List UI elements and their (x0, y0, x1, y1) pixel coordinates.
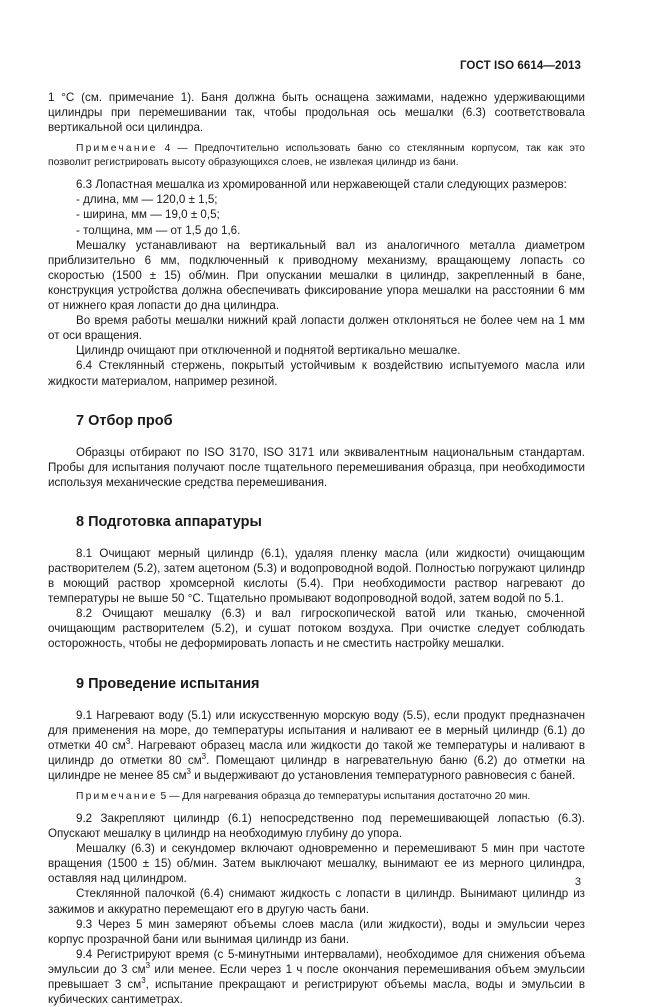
superscript: 3 (125, 736, 131, 746)
list-item: - длина, мм — 120,0 ± 1,5; (76, 193, 218, 207)
paragraph: Во время работы мешалки нижний край лопасти должен отклоняться не более чем на 1 мм от оси вращения. (48, 314, 585, 343)
clause-6-3: 6.3 Лопастная мешалка из хромированной или нержавеющей стали следующих размеров: (76, 178, 567, 192)
paragraph: Мешалку устанавливают на вертикальный вал из аналогичного металла диаметром приблизительно 6 мм, подключенный к приводному механизму, вращающему лопасть со скоростью (1500 ± 15) об/мин. При опускании мешалки в цилиндр, закрепленный в бане, конструкция устройства должна обеспечивать фиксирование упора мешалки на расстоянии 6 мм от нижнего края лопасти до дна цилиндра. (48, 238, 585, 313)
note-text: 5 — Для нагревания образца до температуры испытания достаточно 20 мин. (160, 791, 531, 802)
text-run: 9.4 Регистрируют время (с 5-минутными интервалами), необходимое для снижения объема эмульсии до 3 см (48, 947, 585, 976)
note-label: Примечание (76, 143, 158, 155)
clause-8-1: 8.1 Очищают мерный цилиндр (6.1), удаляя пленку масла (или жидкости) очищающим растворителем (5.2), затем ацетоном (5.3) и водопроводной водой. Полностью погружают цилиндр в моющий раствор хромсерной кислоты (5.4). При необходимости раствор нагревают до температуры не выше 50 °С. Тщательно промывают водопроводной водой, затем водой по 5.1. (48, 546, 585, 606)
list-item: - ширина, мм — 19,0 ± 0,5; (76, 208, 220, 222)
section-7-title: 7 Отбор проб (76, 412, 173, 429)
note-label: Примечание (76, 791, 158, 802)
page-number: 3 (574, 876, 581, 888)
note-5 (48, 790, 585, 804)
paragraph: Мешалку (6.3) и секундомер включают одновременно и перемешивают 5 мин при частоте вращения (1500 ± 15) об/мин. Затем выключают мешалку, вынимают ее из мерного цилиндра, оставляя над цилиндром. (48, 842, 585, 886)
clause-8-2: 8.2 Очищают мешалку (6.3) и вал гигроскопической ватой или тканью, смоченной очищающим растворителем (5.2), и сушат потоком воздуха. При очистке следует соблюдать осторожность, чтобы не деформировать лопасть и не сместить настройку мешалки. (48, 607, 585, 651)
clause-9-4 (48, 947, 585, 1007)
section-9-title: 9 Проведение испытания (76, 675, 260, 692)
clause-9-2: 9.2 Закрепляют цилиндр (6.1) непосредственно под перемешивающей лопастью (6.3). Опускают мешалку в цилиндр на необходимую глубину до упора. (48, 812, 585, 841)
document-header: ГОСТ ISO 6614—2013 (459, 60, 581, 72)
text-run: 9.1 Нагревают воду (5.1) или искусственную морскую воду (5.5), если продукт предназначен для применения на море, до температуры испытания и наливают ее в мерный цилиндр (6.1) до отметки 40 см (48, 708, 585, 752)
paragraph: Цилиндр очищают при отключенной и поднятой вертикально мешалке. (76, 344, 461, 358)
text-run: и выдерживают до установления температурного равновесия с баней. (191, 768, 576, 782)
superscript: 3 (141, 976, 146, 986)
paragraph: Стеклянной палочкой (6.4) снимают жидкость с лопасти в цилиндр. Вынимают цилиндр из зажимов и аккуратно перемещают его в другую часть бани. (48, 887, 585, 916)
clause-9-3: 9.3 Через 5 мин замеряют объемы слоев масла (или жидкости), воды и эмульсии через корпус прозрачной бани или вынимая цилиндр из бани. (48, 917, 585, 946)
text-run: . Нагревают образец масла или жидкости до такой же температуры и наливают в цилиндр до отметки 80 см (48, 738, 585, 767)
superscript: 3 (145, 960, 151, 970)
document-body (48, 90, 585, 1007)
clause-9-1 (48, 708, 585, 783)
text-run: , испытание прекращают и регистрируют объемы масла, воды и эмульсии в кубических сантиметрах. (48, 978, 586, 1007)
superscript: 3 (201, 751, 207, 761)
paragraph-continued: 1 °С (см. примечание 1). Баня должна быть оснащена зажимами, надежно удерживающими цилиндры при перемешивании так, чтобы продольная ось мешалки (6.3) соответствовала вертикальной оси цилиндра. (48, 91, 585, 135)
section-8-title: 8 Подготовка аппаратуры (76, 513, 262, 530)
note-4 (48, 142, 585, 170)
clause-6-4: 6.4 Стеклянный стержень, покрытый устойчивым к воздействию испытуемого масла или жидкости материалом, например резиной. (48, 359, 585, 388)
paragraph: Образцы отбирают по ISO 3170, ISO 3171 или эквивалентным национальным стандартам. Пробы для испытания получают после тщательного перемешивания образца, при необходимости используя механические средства перемешивания. (48, 445, 585, 489)
list-item: - толщина, мм — от 1,5 до 1,6. (76, 223, 241, 237)
text-run: или менее. Если через 1 ч после окончания перемешивания объем эмульсии превышает 3 см (48, 962, 585, 992)
superscript: 3 (186, 766, 191, 776)
note-text: 4 — Предпочтительно использовать баню со стеклянным корпусом, так как это позволит регистрировать высоту образующихся слоев, не извлекая цилиндр из бани. (48, 143, 585, 169)
text-run: . Помещают цилиндр в нагревательную баню (6.2) до отметки на цилиндре не менее 85 см (48, 753, 585, 782)
